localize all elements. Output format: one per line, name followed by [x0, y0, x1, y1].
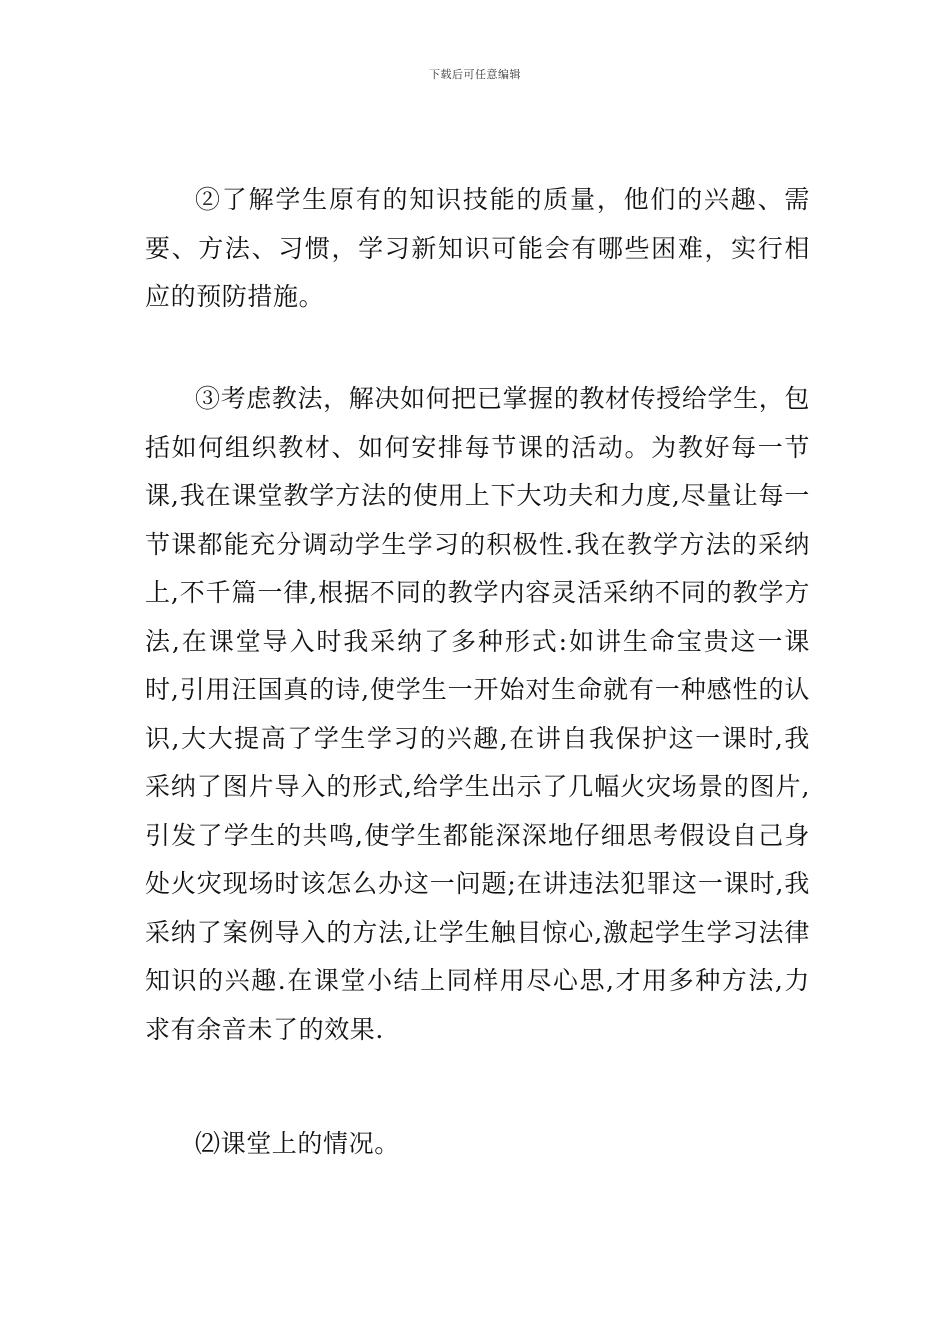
paragraph-classroom-situation: ⑵课堂上的情况。: [195, 1129, 400, 1158]
paragraph-student-analysis: ②了解学生原有的知识技能的质量，他们的兴趣、需要、方法、习惯，学习新知识可能会有哪些困难，实行相应的预防措施。: [145, 185, 810, 311]
page-header: 下载后可任意编辑: [429, 68, 521, 81]
paragraph-teaching-methods: ③考虑教法，解决如何把已掌握的教材传授给学生，包括如何组织教材、如何安排每节课的活动。为教好每一节课,我在课堂教学方法的使用上下大功夫和力度,尽量让每一节课都能充分调动学生学习的积极性.我在教学方法的采纳上,不千篇一律,根据不同的教学内容灵活采纳不同的教学方法,在课堂导入时我采纳了多种形式:如讲生命宝贵这一课时,引用汪国真的诗,使学生一开始对生命就有一种感性的认识,大大提高了学生学习的兴趣,在讲自我保护这一课时,我采纳了图片导入的形式,给学生出示了几幅火灾场景的图片,引发了学生的共鸣,使学生都能深深地仔细思考假设自己身处火灾现场时该怎么办这一问题;在讲违法犯罪这一课时,我采纳了案例导入的方法,让学生触目惊心,激起学生学习法律知识的兴趣.在课堂小结上同样用尽心思,才用多种方法,力求有余音未了的效果.: [145, 384, 810, 1044]
